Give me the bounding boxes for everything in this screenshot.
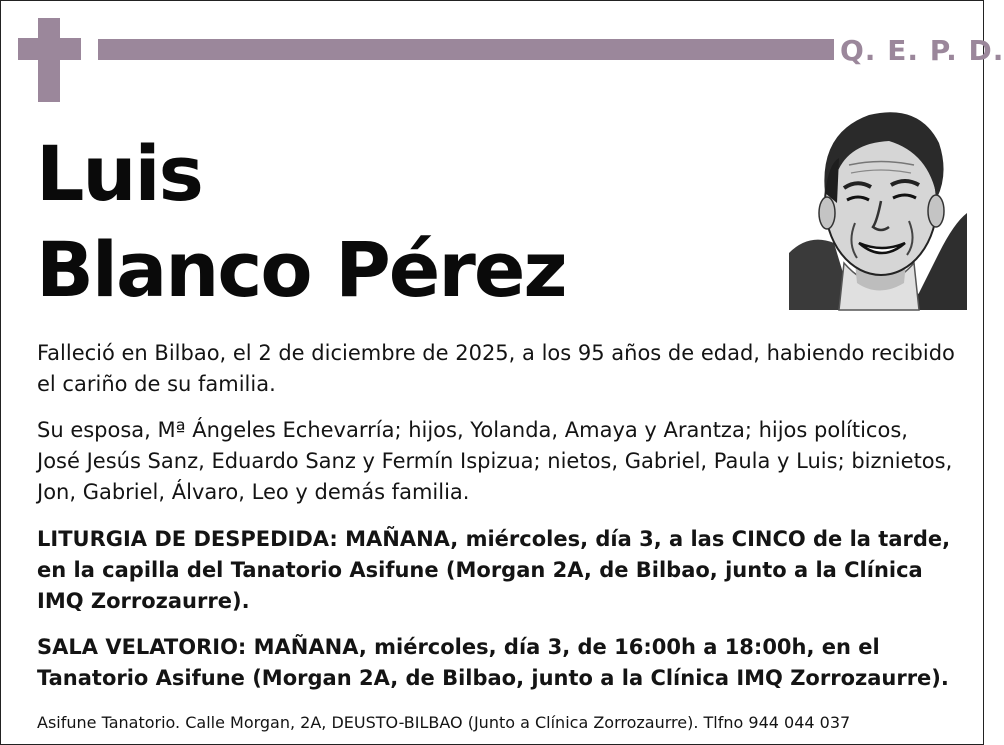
cross-icon-horizontal bbox=[18, 38, 81, 60]
family-members-text: Su esposa, Mª Ángeles Echevarría; hijos, Yolanda, Amaya y Arantza; hijos políticos, José Jesús Sanz, Eduardo Sanz y Fermín Ispizua; nietos, Gabriel, Paula y Luis; biznietos, Jon, Gabriel, Álvaro, Leo y demás familia. bbox=[37, 418, 953, 504]
header-rule bbox=[98, 39, 834, 60]
cross-icon-vertical bbox=[38, 18, 60, 102]
funeral-home-footer: Asifune Tanatorio. Calle Morgan, 2A, DEUSTO-BILBAO (Junto a Clínica Zorrozaurre). Tlfno 944 044 037 bbox=[37, 713, 851, 732]
qepd-label: Q. E. P. D. bbox=[840, 34, 1004, 67]
wake-room-info-text: SALA VELATORIO: MAÑANA, miércoles, día 3, de 16:00h a 18:00h, en el Tanatorio Asifune (Morgan 2A, de Bilbao, junto a la Clínica IMQ Zorrozaurre). bbox=[37, 635, 949, 690]
liturgy-info-text: LITURGIA DE DESPEDIDA: MAÑANA, miércoles, día 3, a las CINCO de la tarde, en la capilla del Tanatorio Asifune (Morgan 2A, de Bilbao, junto a la Clínica IMQ Zorrozaurre). bbox=[37, 527, 951, 613]
portrait-photo bbox=[789, 103, 967, 310]
deceased-first-name: Luis bbox=[36, 129, 202, 218]
deceased-surnames: Blanco Pérez bbox=[36, 225, 566, 314]
death-announcement-text: Falleció en Bilbao, el 2 de diciembre de 2025, a los 95 años de edad, habiendo recibido el cariño de su familia. bbox=[37, 341, 955, 396]
